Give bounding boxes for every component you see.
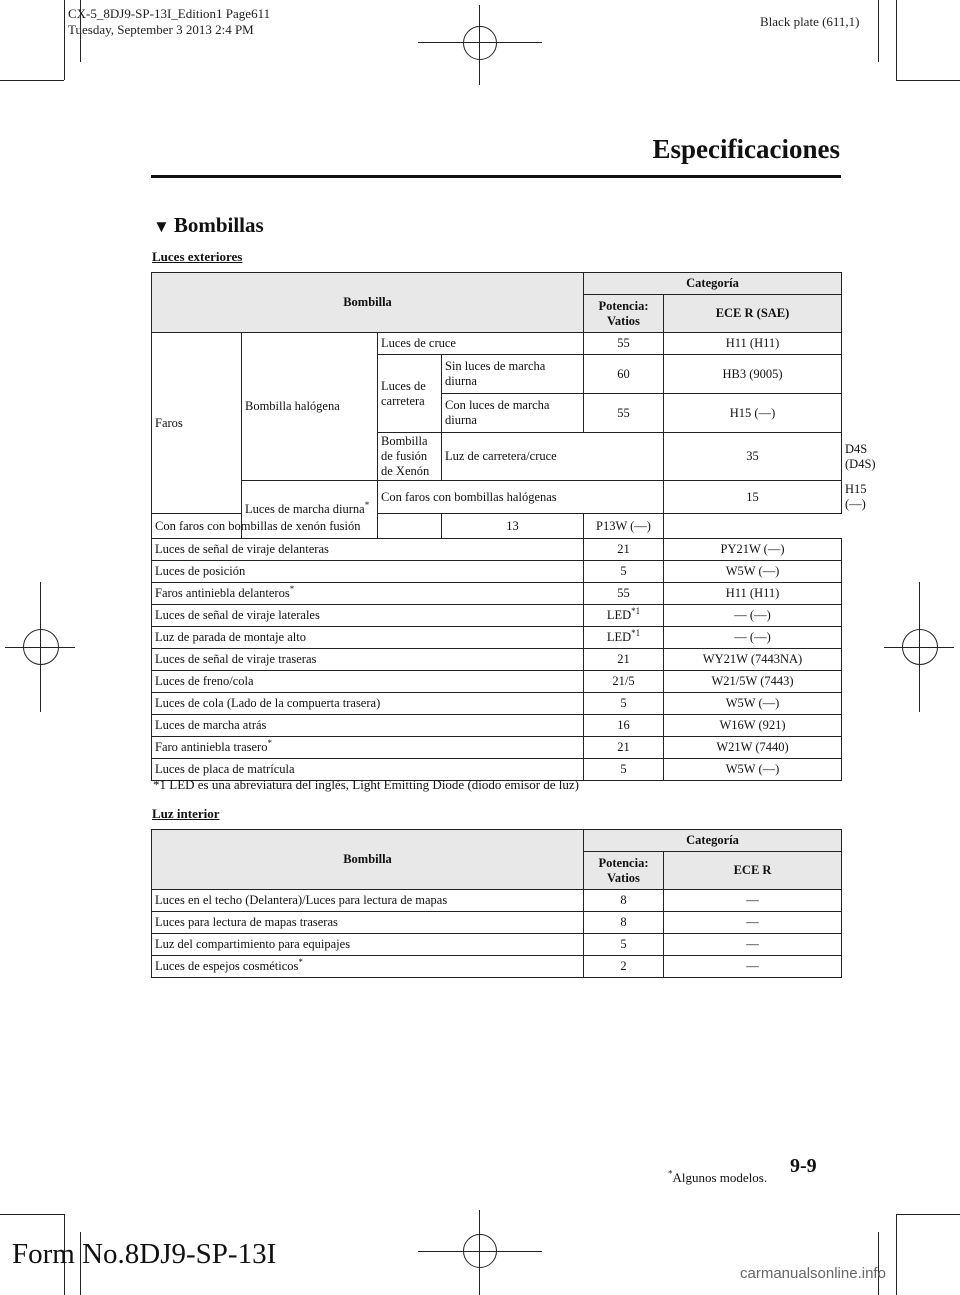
xenon-watts: 35	[664, 433, 842, 481]
bulb-label-cell	[152, 693, 584, 715]
sin-drl-watts: 60	[584, 355, 664, 394]
registration-circle	[23, 629, 59, 665]
bulb-watts: 21/5	[612, 674, 635, 688]
cruce-watts: 55	[584, 333, 664, 355]
bulb-ece: WY21W (7443NA)	[664, 649, 842, 671]
bulb-watts: 21	[617, 740, 630, 754]
bulb-ece: ― (―)	[664, 605, 842, 627]
drl-label: Luces de marcha diurna	[245, 502, 365, 516]
some-models-star-icon: *	[289, 583, 295, 594]
plate-info: Black plate (611,1)	[760, 14, 860, 29]
exterior-table: Bombilla Categoría Potencia: Vatios ECE R (SAE) Faros Bombilla halógena Luces de cruce 55 H11 (H11) Luces de carretera Sin luces de marcha diurna 60 HB3 (9005) Con luces de marcha diurna 55 H15 (―) Bombilla de fusión de Xenón Luz de carretera/cruce 35 D4S (D4S) Luces de marcha diurna* Con faros con bombillas halógenas 15 H15 (―) Con faros con bombillas de xenón fusión 13 P13W (―) Luces de señal de viraje delanteras 21 PY21W (―) Luces de posición 5 W5W (―) Faros antiniebla delanteros* 55 H11 (H11) Luces de señal de viraje laterales LED$^{*1}$ ― (―) Luz de parada de montaje alto LED$^{*1}$ ― (―) Luces de señal de viraje traseras 21 WY21W (7443NA) Luces de freno/cola 21/5 W21/5W (7443) Luces de cola (Lado de la compuerta trasera) 5 W5W (―) Luces de marcha atrás 16 W16W (921) Faro antiniebla trasero* 21 W21W (7440) Luces de placa de matrícula 5 W5W (―)	[151, 272, 842, 781]
table-row	[152, 715, 842, 737]
crop-mark	[896, 0, 897, 80]
bulb-label-cell	[152, 737, 584, 759]
bulb-label-cell	[152, 561, 584, 583]
crop-mark	[896, 80, 960, 81]
bulb-watts-cell	[584, 649, 664, 671]
bulb-watts-cell	[584, 627, 664, 649]
header-potencia: Potencia: Vatios	[584, 295, 664, 333]
bulb-label: Luces de señal de viraje laterales	[155, 608, 320, 622]
bulb-label: Luz de parada de montaje alto	[155, 630, 306, 644]
bulb-label-cell	[152, 671, 584, 693]
bulb-label: Luces de marcha atrás	[155, 718, 267, 732]
registration-circle	[902, 629, 938, 665]
bulb-ece: W21W (7440)	[664, 737, 842, 759]
int-bulb-ece: ―	[664, 890, 842, 912]
bulb-ece: W5W (―)	[664, 693, 842, 715]
table-row	[152, 649, 842, 671]
table-row	[152, 539, 842, 561]
bulb-watts-cell	[584, 759, 664, 781]
registration-circle	[463, 26, 497, 60]
bulb-ece: W21/5W (7443)	[664, 671, 842, 693]
bulb-label-cell	[152, 583, 584, 605]
some-models-star-icon: *	[668, 1168, 673, 1179]
some-models-note	[668, 1170, 767, 1186]
interior-table	[151, 829, 842, 978]
drl-xenon-label: Con faros con bombillas de xenón fusión	[152, 514, 442, 539]
bulb-label: Luces de cola (Lado de la compuerta trasera)	[155, 696, 381, 710]
footnote: *1 LED es una abreviatura del inglés, Light Emitting Diode (diodo emisor de luz)	[153, 777, 580, 792]
some-models-star-icon: *	[267, 737, 272, 748]
int-bulb-watts: 2	[584, 956, 664, 978]
print-meta-line2: Tuesday, September 3 2013 2:4 PM	[68, 22, 254, 37]
section-title: Especificaciones	[652, 134, 840, 164]
faros-label: Faros	[152, 333, 242, 514]
header-categoria: Categoría	[584, 273, 842, 295]
footnote-ref: *1	[631, 605, 641, 616]
int-bulb-watts: 5	[584, 934, 664, 956]
bulb-ece: W5W (―)	[664, 759, 842, 781]
header-ece: ECE R (SAE)	[664, 295, 842, 333]
bulb-ece: H11 (H11)	[664, 583, 842, 605]
int-header-categoria: Categoría	[584, 830, 842, 852]
bulb-watts-cell	[584, 671, 664, 693]
bulb-watts: 5	[620, 564, 627, 578]
bulb-label: Luces de señal de viraje traseras	[155, 652, 317, 666]
con-drl-watts: 55	[584, 394, 664, 433]
table-row	[152, 693, 842, 715]
drl-xenon-watts: 13	[442, 514, 584, 539]
bulb-label: Luces de placa de matrícula	[155, 762, 295, 776]
cruce-label: Luces de cruce	[378, 333, 584, 355]
bulb-watts: 21	[617, 542, 630, 556]
int-header-potencia: Potencia: Vatios	[584, 852, 664, 890]
some-models-star-icon: *	[364, 499, 370, 510]
crop-mark	[0, 80, 64, 81]
bulb-label: Luces de freno/cola	[155, 674, 254, 688]
bulb-watts: LED	[606, 630, 632, 644]
bulb-label-cell	[152, 715, 584, 737]
print-meta-line1: CX-5_8DJ9-SP-13I_Edition1 Page611	[68, 6, 271, 21]
bulb-ece: PY21W (―)	[664, 539, 842, 561]
table-row	[152, 627, 842, 649]
bulb-label: Luces de posición	[155, 564, 246, 578]
exterior-subtitle: Luces exteriores	[152, 249, 243, 264]
bulb-ece: ― (―)	[664, 627, 842, 649]
table-row	[152, 934, 842, 956]
int-bulb-watts: 8	[584, 890, 664, 912]
sin-drl-ece: HB3 (9005)	[664, 355, 842, 394]
int-bulb-ece: ―	[664, 934, 842, 956]
bulb-watts: 5	[620, 696, 627, 710]
int-bulb-label-cell	[152, 890, 584, 912]
xenon-label: Bombilla de fusión de Xenón	[378, 433, 442, 481]
bulb-label-cell	[152, 605, 584, 627]
bulb-watts: 16	[617, 718, 630, 732]
bulb-label: Faro antiniebla trasero	[155, 740, 268, 754]
footnote-ref: *1	[631, 627, 641, 638]
triangle-down-icon: ▼	[153, 217, 170, 236]
registration-circle	[463, 1234, 497, 1268]
bulb-watts-cell	[584, 737, 664, 759]
sin-drl-label: Sin luces de marcha diurna	[442, 355, 584, 394]
bulb-label: Luces de señal de viraje delanteras	[155, 542, 329, 556]
crop-mark	[878, 0, 879, 62]
int-bulb-label: Luz del compartimiento para equipajes	[155, 937, 351, 951]
bulb-label-cell	[152, 649, 584, 671]
int-bulb-ece: ―	[664, 956, 842, 978]
crop-mark	[878, 1232, 879, 1295]
bulb-watts: 5	[620, 762, 627, 776]
cruce-ece: H11 (H11)	[664, 333, 842, 355]
bulb-label-cell	[152, 627, 584, 649]
table-row	[152, 737, 842, 759]
con-drl-ece: H15 (―)	[664, 394, 842, 433]
page-number: 9-9	[790, 1155, 817, 1177]
bulb-watts: 55	[617, 586, 630, 600]
table-row	[152, 561, 842, 583]
con-drl-label: Con luces de marcha diurna	[442, 394, 584, 433]
title-rule	[151, 175, 841, 178]
bulb-watts-cell	[584, 583, 664, 605]
halogen-label: Bombilla halógena	[242, 333, 378, 481]
int-bulb-ece: ―	[664, 912, 842, 934]
table-row	[152, 605, 842, 627]
int-bulb-label: Luces de espejos cosméticos	[155, 959, 299, 973]
heading-text: Bombillas	[173, 213, 264, 237]
print-meta	[68, 6, 270, 38]
int-bulb-label: Luces en el techo (Delantera)/Luces para lectura de mapas	[155, 893, 448, 907]
carretera-label: Luces de carretera	[378, 355, 442, 433]
table-row	[152, 583, 842, 605]
crop-mark	[896, 1214, 960, 1215]
table-row	[152, 956, 842, 978]
bulb-watts-cell	[584, 561, 664, 583]
crop-mark	[896, 1214, 897, 1295]
int-bulb-label-cell	[152, 956, 584, 978]
header-bombilla: Bombilla	[152, 273, 584, 333]
watermark-site: carmanualsonline.info	[740, 1265, 886, 1282]
crop-mark	[0, 1214, 64, 1215]
bulb-watts-cell	[584, 715, 664, 737]
xenon-sub: Luz de carretera/cruce	[442, 433, 664, 481]
int-header-ece: ECE R	[664, 852, 842, 890]
bulb-watts: 21	[617, 652, 630, 666]
drl-halogen-label: Con faros con bombillas halógenas	[378, 481, 664, 514]
crop-mark	[64, 0, 65, 80]
int-header-bombilla: Bombilla	[152, 830, 584, 890]
some-models-star-icon: *	[298, 956, 303, 967]
drl-halogen-watts: 15	[664, 481, 842, 514]
bulb-label: Faros antiniebla delanteros	[155, 586, 290, 600]
table-row	[152, 912, 842, 934]
int-bulb-label: Luces para lectura de mapas traseras	[155, 915, 338, 929]
bulb-watts-cell	[584, 693, 664, 715]
table-row	[152, 671, 842, 693]
interior-subtitle: Luz interior	[152, 806, 220, 821]
drl-xenon-ece: P13W (―)	[584, 514, 664, 539]
int-bulb-label-cell	[152, 934, 584, 956]
bulb-ece: W5W (―)	[664, 561, 842, 583]
bulb-watts: LED	[606, 608, 632, 622]
bulb-label-cell	[152, 539, 584, 561]
table-row	[152, 890, 842, 912]
some-models-text: Algunos modelos.	[672, 1170, 768, 1185]
int-bulb-label-cell	[152, 912, 584, 934]
bulb-ece: W16W (921)	[664, 715, 842, 737]
form-number: Form No.8DJ9-SP-13I	[12, 1238, 277, 1270]
heading	[153, 213, 264, 238]
int-bulb-watts: 8	[584, 912, 664, 934]
bulb-watts-cell	[584, 539, 664, 561]
bulb-watts-cell	[584, 605, 664, 627]
